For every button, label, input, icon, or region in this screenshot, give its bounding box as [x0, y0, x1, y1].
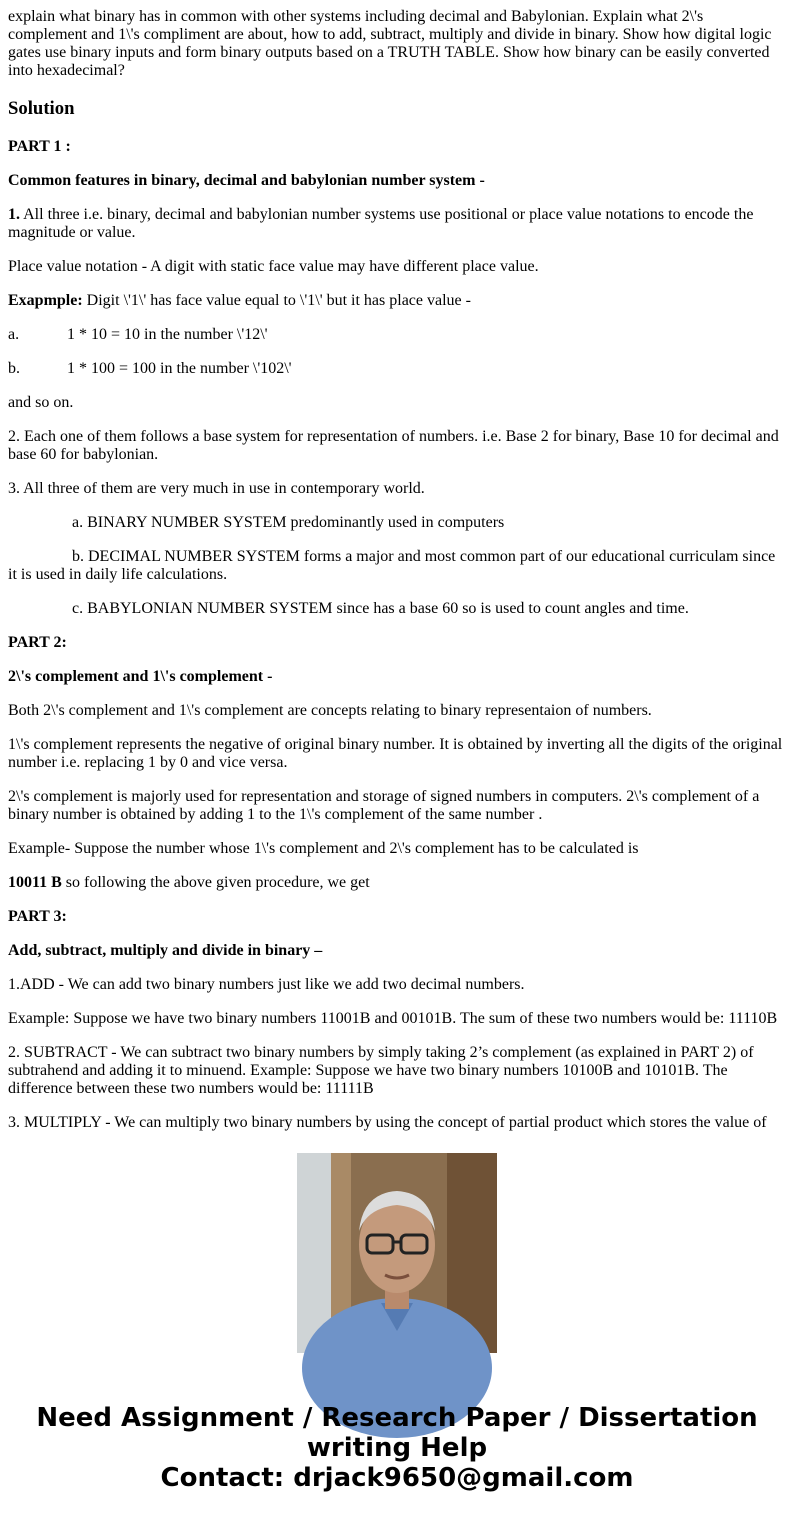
part3-add-example: Example: Suppose we have two binary numbers 11001B and 00101B. The sum of these two numbers would be: 11110B	[8, 1010, 778, 1027]
promo-contact: Contact: drjack9650@gmail.com	[160, 1463, 634, 1493]
part2-para2: 1\'s complement represents the negative of original binary number. It is obtained by inverting all the digits of the original number i.e. replacing 1 by 0 and vice versa.	[8, 736, 783, 771]
promo-line-1: Need Assignment / Research Paper / Dissertation	[36, 1403, 758, 1433]
part2-subheading: 2\'s complement and 1\'s complement -	[8, 668, 273, 685]
promo-text	[0, 1403, 794, 1493]
part2-para3: 2\'s complement is majorly used for representation and storage of signed numbers in computers. 2\'s complement of a binary number is obtained by adding 1 to the 1\'s complement of the same number .	[8, 788, 760, 823]
part1-subheading: Common features in binary, decimal and babylonian number system -	[8, 172, 485, 189]
part2-para4: Example- Suppose the number whose 1\'s complement and 2\'s complement has to be calculated is	[8, 840, 639, 857]
author-avatar	[297, 1153, 497, 1353]
promo-line-2: writing Help	[306, 1433, 488, 1463]
place-value-definition: Place value notation - A digit with static face value may have different place value.	[8, 258, 539, 275]
subpoint-b: b. DECIMAL NUMBER SYSTEM forms a major and most common part of our educational curriculam since it is used in daily life calculations.	[8, 548, 776, 583]
part3-heading: PART 3:	[8, 908, 67, 925]
part1-point1: 1. All three i.e. binary, decimal and babylonian number systems use positional or place value notations to encode the magnitude or value.	[8, 206, 754, 241]
solution-heading: Solution	[8, 98, 75, 119]
part3-subheading: Add, subtract, multiply and divide in binary –	[8, 942, 323, 959]
part3-subtract: 2. SUBTRACT - We can subtract two binary numbers by simply taking 2’s complement (as explained in PART 2) of subtrahend and adding it to minuend. Example: Suppose we have two binary numbers 10100B and 10101B. The difference between these two numbers would be: 11111B	[8, 1044, 754, 1097]
subpoint-c: c. BABYLONIAN NUMBER SYSTEM since has a base 60 so is used to count angles and time.	[72, 600, 689, 617]
part3-multiply: 3. MULTIPLY - We can multiply two binary numbers by using the concept of partial product which stores the value of	[8, 1114, 767, 1131]
promo-footer	[0, 1123, 794, 1523]
part3-add: 1.ADD - We can add two binary numbers just like we add two decimal numbers.	[8, 976, 525, 993]
part2-para5: 10011 B so following the above given procedure, we get	[8, 874, 370, 891]
part2-heading: PART 2:	[8, 634, 67, 651]
question-text: explain what binary has in common with other systems including decimal and Babylonian. Explain what 2\'s complement and 1\'s compliment are about, how to add, subtract, multiply and divide in binary. Show how digital logic gates use binary inputs and form binary outputs based on a TRUTH TABLE. Show how binary can be easily converted into hexadecimal?	[8, 8, 772, 79]
document-body	[8, 0, 784, 1131]
author-photo	[297, 1153, 497, 1353]
example-paragraph: Exapmple: Digit \'1\' has face value equal to \'1\' but it has place value -	[8, 292, 471, 309]
part1-point2: 2. Each one of them follows a base system for representation of numbers. i.e. Base 2 for binary, Base 10 for decimal and base 60 for babylonian.	[8, 428, 779, 463]
example-b: b. 1 * 100 = 100 in the number \'102\'	[8, 360, 292, 377]
example-a: a. 1 * 10 = 10 in the number \'12\'	[8, 326, 268, 343]
part1-heading: PART 1 :	[8, 138, 71, 155]
part1-point3: 3. All three of them are very much in use in contemporary world.	[8, 480, 425, 497]
subpoint-a: a. BINARY NUMBER SYSTEM predominantly used in computers	[72, 514, 505, 531]
part2-para1: Both 2\'s complement and 1\'s complement are concepts relating to binary representaion of numbers.	[8, 702, 652, 719]
and-so-on: and so on.	[8, 394, 74, 411]
